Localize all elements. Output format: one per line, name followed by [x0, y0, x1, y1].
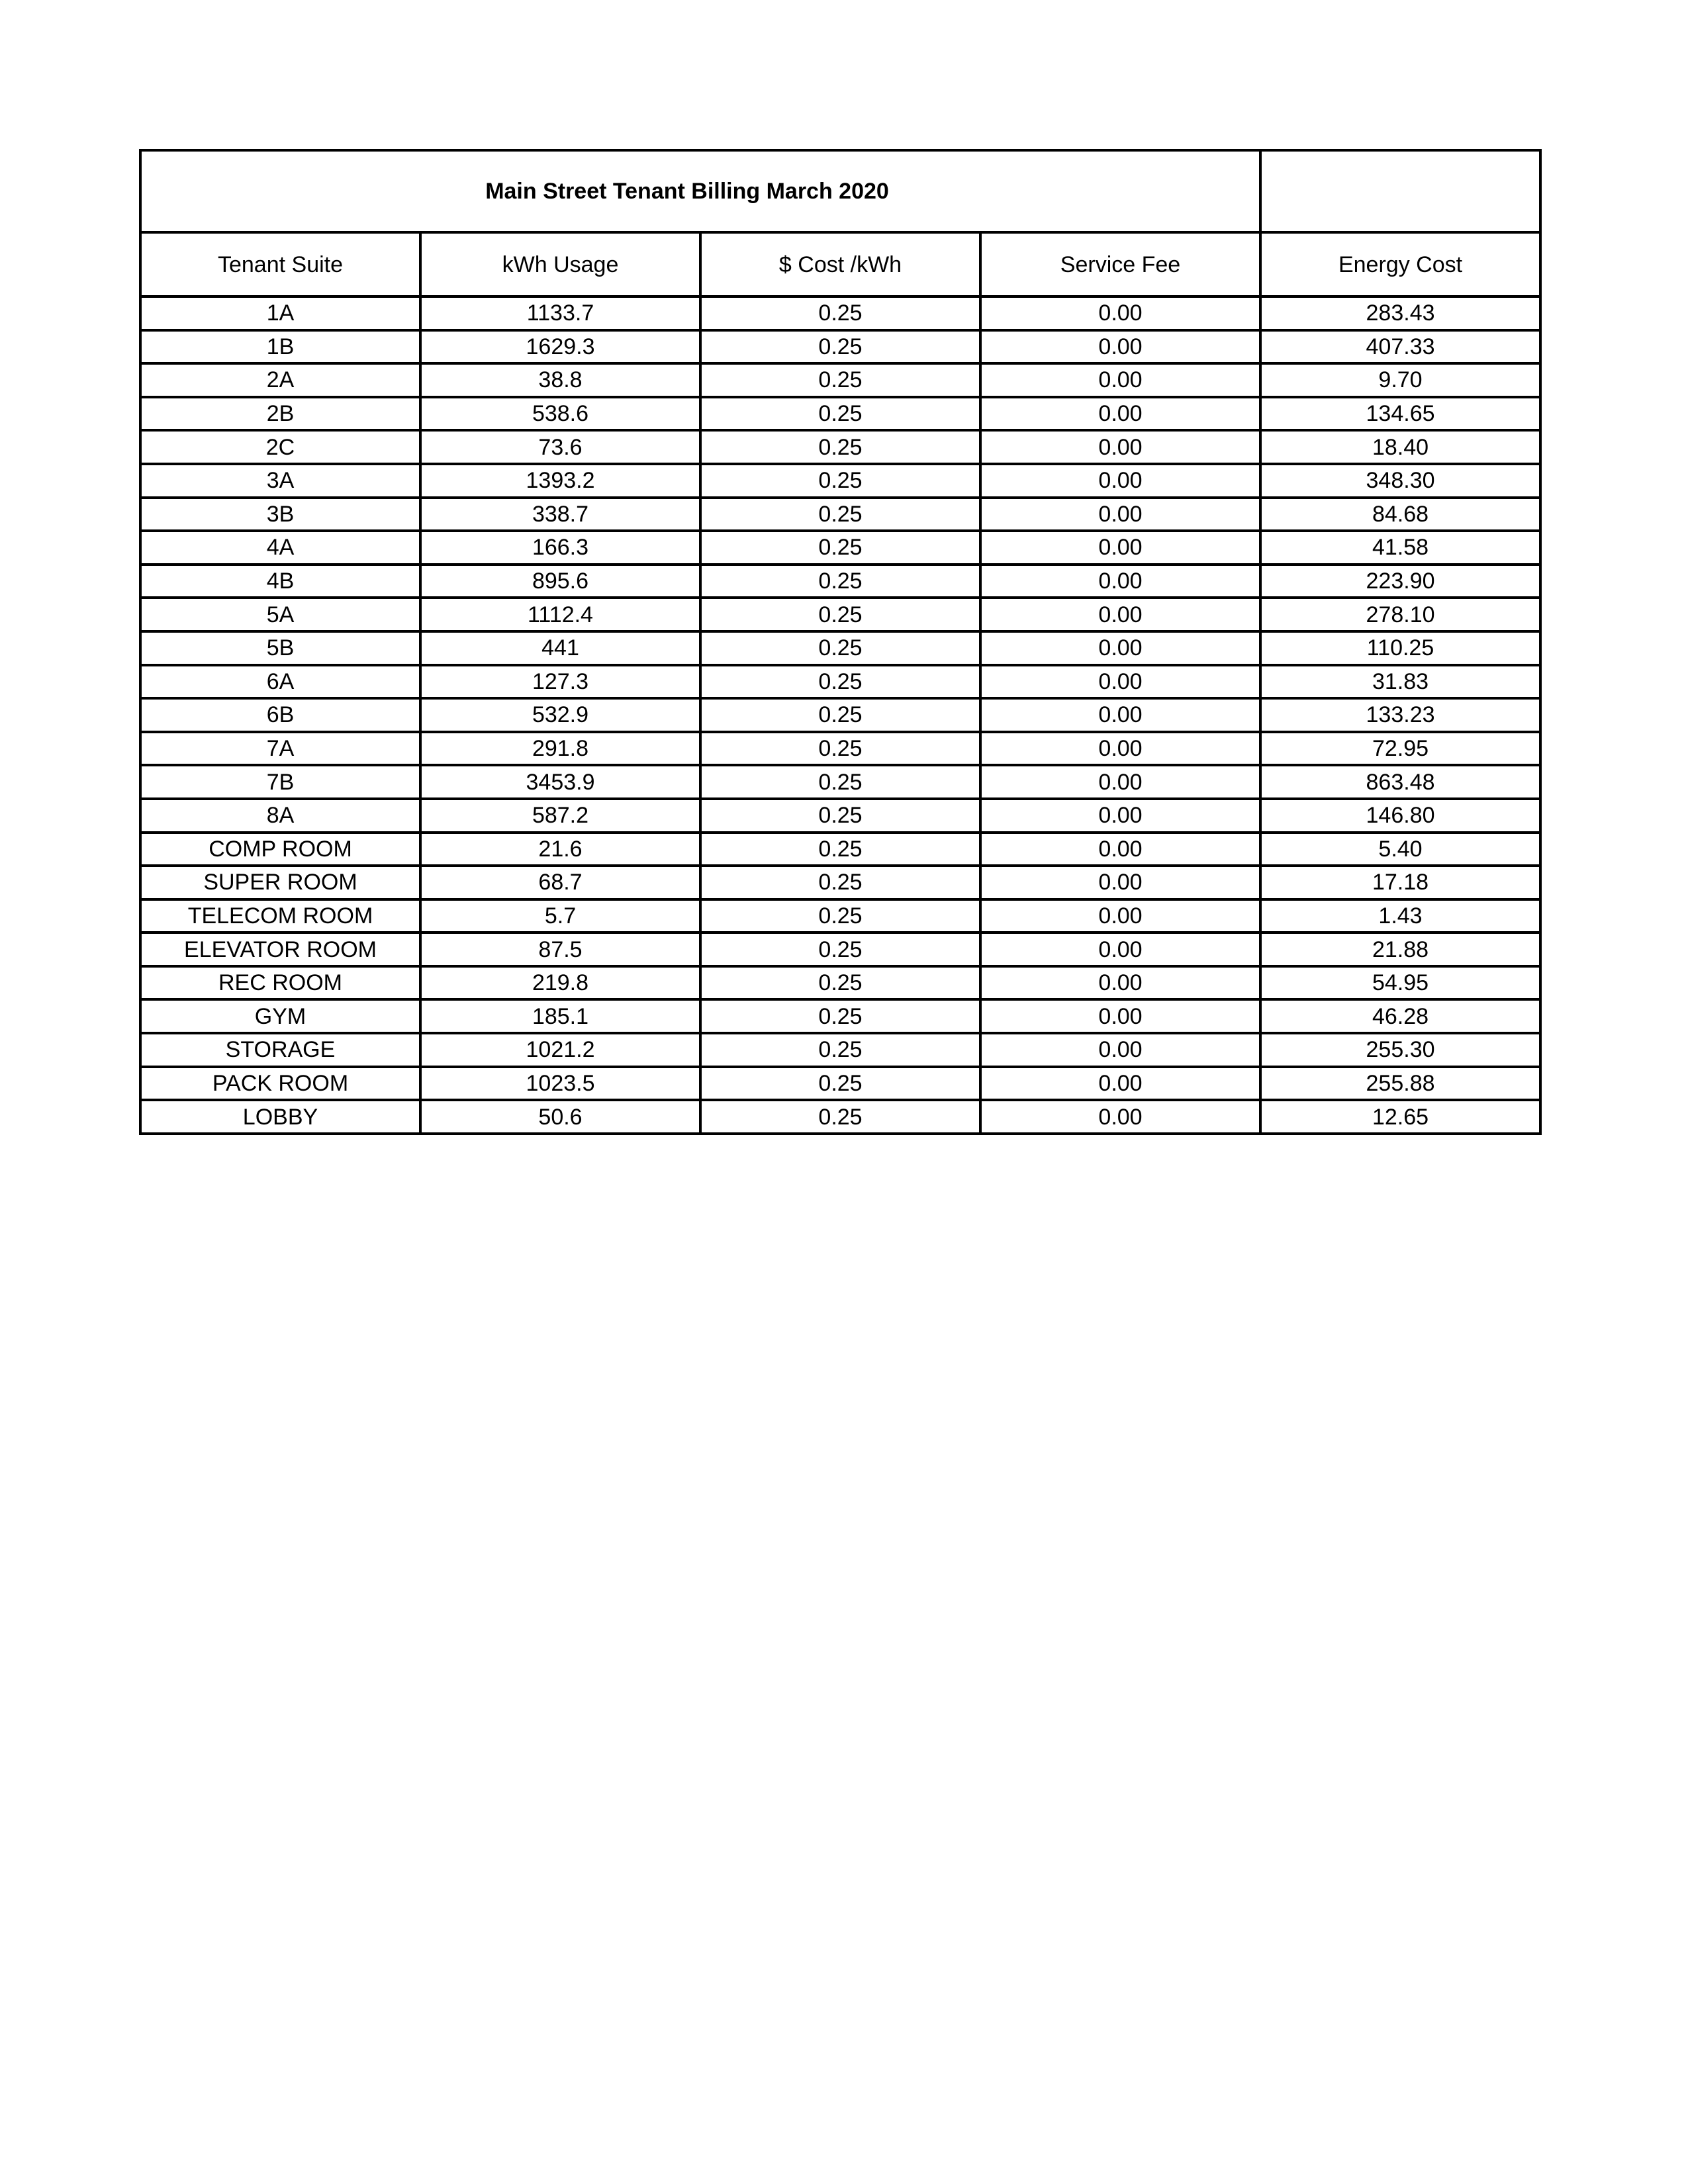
table-row: [140, 732, 1540, 766]
kwh-usage-cell: 3453.9: [420, 765, 700, 799]
tenant-suite-cell: 7B: [140, 765, 420, 799]
tenant-suite-cell: 1B: [140, 330, 420, 364]
kwh-usage-cell: 441: [420, 631, 700, 665]
table-row: [140, 565, 1540, 598]
cost-per-kwh-cell: 0.25: [700, 899, 980, 933]
cost-per-kwh-cell: 0.25: [700, 732, 980, 766]
table-row: [140, 330, 1540, 364]
energy-cost-cell: 46.28: [1260, 999, 1540, 1033]
tenant-suite-cell: GYM: [140, 999, 420, 1033]
kwh-usage-cell: 1021.2: [420, 1033, 700, 1067]
service-fee-cell: 0.00: [980, 1067, 1260, 1101]
tenant-suite-cell: 5A: [140, 598, 420, 631]
tenant-suite-cell: COMP ROOM: [140, 833, 420, 866]
column-header-tenant-suite: Tenant Suite: [140, 232, 420, 296]
service-fee-cell: 0.00: [980, 899, 1260, 933]
table-row: [140, 430, 1540, 464]
kwh-usage-cell: 532.9: [420, 698, 700, 732]
title-empty-cell: [1260, 150, 1540, 232]
service-fee-cell: 0.00: [980, 866, 1260, 899]
kwh-usage-cell: 68.7: [420, 866, 700, 899]
service-fee-cell: 0.00: [980, 330, 1260, 364]
energy-cost-cell: 5.40: [1260, 833, 1540, 866]
cost-per-kwh-cell: 0.25: [700, 330, 980, 364]
table-row: [140, 933, 1540, 966]
energy-cost-cell: 863.48: [1260, 765, 1540, 799]
table-row: [140, 598, 1540, 631]
tenant-suite-cell: 8A: [140, 799, 420, 833]
cost-per-kwh-cell: 0.25: [700, 565, 980, 598]
energy-cost-cell: 223.90: [1260, 565, 1540, 598]
cost-per-kwh-cell: 0.25: [700, 765, 980, 799]
tenant-suite-cell: 1A: [140, 296, 420, 330]
tenant-suite-cell: 6A: [140, 665, 420, 699]
tenant-suite-cell: 2A: [140, 363, 420, 397]
service-fee-cell: 0.00: [980, 464, 1260, 498]
kwh-usage-cell: 5.7: [420, 899, 700, 933]
tenant-suite-cell: 5B: [140, 631, 420, 665]
energy-cost-cell: 31.83: [1260, 665, 1540, 699]
service-fee-cell: 0.00: [980, 1100, 1260, 1134]
cost-per-kwh-cell: 0.25: [700, 397, 980, 431]
cost-per-kwh-cell: 0.25: [700, 698, 980, 732]
kwh-usage-cell: 50.6: [420, 1100, 700, 1134]
table-row: [140, 531, 1540, 565]
service-fee-cell: 0.00: [980, 565, 1260, 598]
table-row: [140, 296, 1540, 330]
tenant-suite-cell: PACK ROOM: [140, 1067, 420, 1101]
table-row: [140, 363, 1540, 397]
cost-per-kwh-cell: 0.25: [700, 498, 980, 531]
tenant-suite-cell: 3A: [140, 464, 420, 498]
energy-cost-cell: 18.40: [1260, 430, 1540, 464]
page-title: Main Street Tenant Billing March 2020: [485, 179, 889, 204]
cost-per-kwh-cell: 0.25: [700, 665, 980, 699]
tenant-suite-cell: STORAGE: [140, 1033, 420, 1067]
energy-cost-cell: 21.88: [1260, 933, 1540, 966]
cost-per-kwh-cell: 0.25: [700, 799, 980, 833]
service-fee-cell: 0.00: [980, 430, 1260, 464]
energy-cost-cell: 84.68: [1260, 498, 1540, 531]
service-fee-cell: 0.00: [980, 933, 1260, 966]
kwh-usage-cell: 1023.5: [420, 1067, 700, 1101]
energy-cost-cell: 72.95: [1260, 732, 1540, 766]
table-row: [140, 765, 1540, 799]
kwh-usage-cell: 1629.3: [420, 330, 700, 364]
tenant-suite-cell: ELEVATOR ROOM: [140, 933, 420, 966]
service-fee-cell: 0.00: [980, 397, 1260, 431]
kwh-usage-cell: 185.1: [420, 999, 700, 1033]
service-fee-cell: 0.00: [980, 531, 1260, 565]
service-fee-cell: 0.00: [980, 665, 1260, 699]
cost-per-kwh-cell: 0.25: [700, 363, 980, 397]
kwh-usage-cell: 127.3: [420, 665, 700, 699]
energy-cost-cell: 255.30: [1260, 1033, 1540, 1067]
tenant-suite-cell: SUPER ROOM: [140, 866, 420, 899]
energy-cost-cell: 1.43: [1260, 899, 1540, 933]
cost-per-kwh-cell: 0.25: [700, 833, 980, 866]
cost-per-kwh-cell: 0.25: [700, 1033, 980, 1067]
table-row: [140, 631, 1540, 665]
service-fee-cell: 0.00: [980, 966, 1260, 1000]
tenant-suite-cell: TELECOM ROOM: [140, 899, 420, 933]
table-row: [140, 966, 1540, 1000]
tenant-suite-cell: 4B: [140, 565, 420, 598]
energy-cost-cell: 12.65: [1260, 1100, 1540, 1134]
kwh-usage-cell: 895.6: [420, 565, 700, 598]
cost-per-kwh-cell: 0.25: [700, 296, 980, 330]
energy-cost-cell: 348.30: [1260, 464, 1540, 498]
kwh-usage-cell: 587.2: [420, 799, 700, 833]
tenant-suite-cell: 4A: [140, 531, 420, 565]
table-row: [140, 899, 1540, 933]
table-row: [140, 833, 1540, 866]
tenant-suite-cell: 3B: [140, 498, 420, 531]
table-row: [140, 498, 1540, 531]
cost-per-kwh-cell: 0.25: [700, 1100, 980, 1134]
table-row: [140, 665, 1540, 699]
column-header-cost-per-kwh: $ Cost /kWh: [700, 232, 980, 296]
title-cell: [140, 150, 1260, 232]
column-header-kwh-usage: kWh Usage: [420, 232, 700, 296]
cost-per-kwh-cell: 0.25: [700, 430, 980, 464]
table-row: [140, 799, 1540, 833]
cost-per-kwh-cell: 0.25: [700, 966, 980, 1000]
header-row: [140, 232, 1540, 296]
kwh-usage-cell: 219.8: [420, 966, 700, 1000]
table-row: [140, 464, 1540, 498]
energy-cost-cell: 54.95: [1260, 966, 1540, 1000]
table-row: [140, 1033, 1540, 1067]
energy-cost-cell: 283.43: [1260, 296, 1540, 330]
cost-per-kwh-cell: 0.25: [700, 464, 980, 498]
service-fee-cell: 0.00: [980, 296, 1260, 330]
kwh-usage-cell: 338.7: [420, 498, 700, 531]
service-fee-cell: 0.00: [980, 698, 1260, 732]
energy-cost-cell: 133.23: [1260, 698, 1540, 732]
energy-cost-cell: 110.25: [1260, 631, 1540, 665]
energy-cost-cell: 41.58: [1260, 531, 1540, 565]
cost-per-kwh-cell: 0.25: [700, 631, 980, 665]
kwh-usage-cell: 38.8: [420, 363, 700, 397]
tenant-suite-cell: 2B: [140, 397, 420, 431]
table-row: [140, 999, 1540, 1033]
energy-cost-cell: 17.18: [1260, 866, 1540, 899]
kwh-usage-cell: 21.6: [420, 833, 700, 866]
kwh-usage-cell: 1133.7: [420, 296, 700, 330]
energy-cost-cell: 278.10: [1260, 598, 1540, 631]
kwh-usage-cell: 538.6: [420, 397, 700, 431]
table-row: [140, 866, 1540, 899]
cost-per-kwh-cell: 0.25: [700, 866, 980, 899]
kwh-usage-cell: 87.5: [420, 933, 700, 966]
kwh-usage-cell: 73.6: [420, 430, 700, 464]
service-fee-cell: 0.00: [980, 498, 1260, 531]
table-row: [140, 1067, 1540, 1101]
energy-cost-cell: 407.33: [1260, 330, 1540, 364]
cost-per-kwh-cell: 0.25: [700, 598, 980, 631]
energy-cost-cell: 146.80: [1260, 799, 1540, 833]
service-fee-cell: 0.00: [980, 1033, 1260, 1067]
service-fee-cell: 0.00: [980, 799, 1260, 833]
kwh-usage-cell: 291.8: [420, 732, 700, 766]
cost-per-kwh-cell: 0.25: [700, 933, 980, 966]
service-fee-cell: 0.00: [980, 999, 1260, 1033]
kwh-usage-cell: 1112.4: [420, 598, 700, 631]
tenant-suite-cell: 2C: [140, 430, 420, 464]
tenant-suite-cell: LOBBY: [140, 1100, 420, 1134]
table-row: [140, 397, 1540, 431]
energy-cost-cell: 134.65: [1260, 397, 1540, 431]
table-row: [140, 1100, 1540, 1134]
tenant-suite-cell: REC ROOM: [140, 966, 420, 1000]
billing-table: [139, 149, 1542, 1135]
service-fee-cell: 0.00: [980, 363, 1260, 397]
cost-per-kwh-cell: 0.25: [700, 1067, 980, 1101]
cost-per-kwh-cell: 0.25: [700, 999, 980, 1033]
title-row: [140, 150, 1540, 232]
tenant-suite-cell: 6B: [140, 698, 420, 732]
service-fee-cell: 0.00: [980, 598, 1260, 631]
tenant-suite-cell: 7A: [140, 732, 420, 766]
energy-cost-cell: 255.88: [1260, 1067, 1540, 1101]
table-row: [140, 698, 1540, 732]
cost-per-kwh-cell: 0.25: [700, 531, 980, 565]
service-fee-cell: 0.00: [980, 765, 1260, 799]
column-header-energy-cost: Energy Cost: [1260, 232, 1540, 296]
service-fee-cell: 0.00: [980, 631, 1260, 665]
service-fee-cell: 0.00: [980, 833, 1260, 866]
service-fee-cell: 0.00: [980, 732, 1260, 766]
kwh-usage-cell: 1393.2: [420, 464, 700, 498]
column-header-service-fee: Service Fee: [980, 232, 1260, 296]
kwh-usage-cell: 166.3: [420, 531, 700, 565]
energy-cost-cell: 9.70: [1260, 363, 1540, 397]
